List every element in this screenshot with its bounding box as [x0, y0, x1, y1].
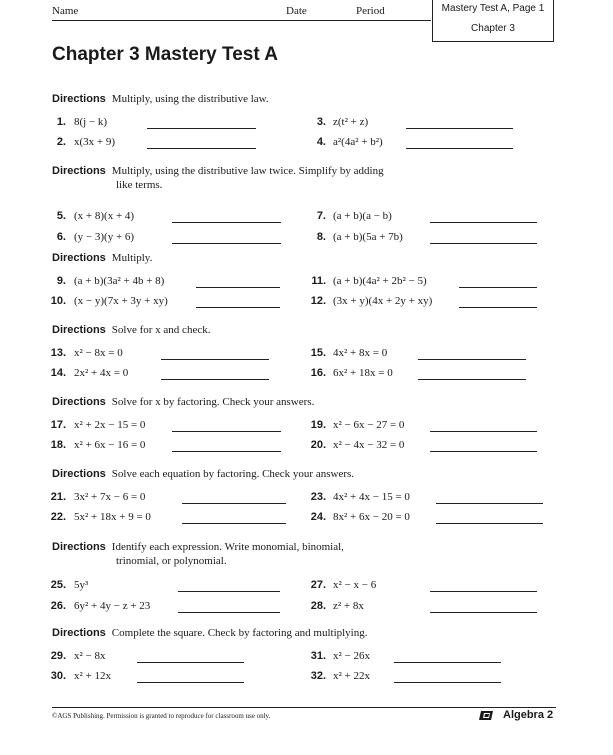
copyright-note: ©AGS Publishing. Permission is granted to reproduce for classroom use only. [52, 712, 271, 720]
problem-number: 14. [50, 367, 66, 379]
directions-text: Solve for x and check. [111, 324, 211, 336]
problem-number: 19. [310, 419, 326, 431]
problem-expression: a²(4a² + b²) [333, 136, 383, 148]
name-label: Name [52, 5, 79, 17]
answer-blank[interactable] [172, 243, 281, 244]
problem-number: 2. [56, 136, 66, 148]
answer-blank[interactable] [172, 451, 281, 452]
problem-number: 31. [310, 650, 326, 662]
problem-expression: (x − y)(7x + 3y + xy) [74, 295, 168, 307]
directions-5 [52, 395, 314, 409]
directions-text-cont: like terms. [116, 179, 163, 191]
problem-expression: x² − 6x − 27 = 0 [333, 419, 405, 431]
problem-expression: 8(j − k) [74, 116, 108, 128]
problem-expression: z(t² + z) [333, 116, 369, 128]
answer-blank[interactable] [172, 431, 281, 432]
problem-number: 30. [50, 670, 66, 682]
problem-expression: x² + 6x − 16 = 0 [74, 439, 146, 451]
directions-word: Directions [52, 165, 106, 177]
answer-blank[interactable] [436, 503, 543, 504]
directions-word: Directions [52, 627, 106, 639]
period-label: Period [356, 5, 385, 17]
answer-blank[interactable] [430, 243, 537, 244]
problem-number: 13. [50, 347, 66, 359]
problem-number: 8. [316, 231, 326, 243]
answer-blank[interactable] [459, 287, 537, 288]
problem-number: 16. [310, 367, 326, 379]
directions-2 [52, 164, 384, 178]
answer-blank[interactable] [147, 128, 256, 129]
problem-number: 26. [50, 600, 66, 612]
problem-expression: x² + 22x [333, 670, 371, 682]
problem-number: 10. [50, 295, 66, 307]
answer-blank[interactable] [182, 503, 286, 504]
problem-number: 5. [56, 210, 66, 222]
problem-number: 9. [56, 275, 66, 287]
directions-word: Directions [52, 541, 106, 553]
problem-expression: (x + 8)(x + 4) [74, 210, 135, 222]
problem-expression: z² + 8x [333, 600, 364, 612]
directions-word: Directions [52, 252, 106, 264]
problem-expression: (a + b)(a − b) [333, 210, 392, 222]
directions-text: Solve each equation by factoring. Check your answers. [111, 468, 355, 480]
problem-number: 32. [310, 670, 326, 682]
problem-number: 21. [50, 491, 66, 503]
problem-expression: x² − 8x = 0 [74, 347, 123, 359]
answer-blank[interactable] [430, 222, 537, 223]
problem-number: 7. [316, 210, 326, 222]
directions-text: Multiply. [111, 252, 153, 264]
answer-blank[interactable] [137, 682, 244, 683]
answer-blank[interactable] [436, 523, 543, 524]
problem-number: 4. [316, 136, 326, 148]
directions-7 [52, 540, 344, 554]
directions-6 [52, 467, 354, 481]
problem-number: 22. [50, 511, 66, 523]
footer-rule [52, 707, 556, 708]
directions-1 [52, 92, 269, 106]
problem-expression: 6x² + 18x = 0 [333, 367, 393, 379]
directions-word: Directions [52, 324, 106, 336]
problem-number: 12. [310, 295, 326, 307]
answer-blank[interactable] [459, 307, 537, 308]
problem-number: 1. [56, 116, 66, 128]
problem-number: 6. [56, 231, 66, 243]
directions-3 [52, 251, 152, 265]
directions-word: Directions [52, 93, 106, 105]
problem-expression: (3x + y)(4x + 2y + xy) [333, 295, 433, 307]
answer-blank[interactable] [147, 148, 256, 149]
answer-blank[interactable] [418, 359, 526, 360]
directions-word: Directions [52, 468, 106, 480]
date-label: Date [286, 5, 307, 17]
course-name: Algebra 2 [503, 709, 554, 721]
problem-number: 27. [310, 579, 326, 591]
problem-expression: 4x² + 4x − 15 = 0 [333, 491, 410, 503]
directions-text: Multiply, using the distributive law twice. Simplify by adding [111, 165, 384, 177]
answer-blank[interactable] [196, 287, 280, 288]
directions-text-cont: trinomial, or polynomial. [116, 555, 227, 567]
problem-number: 29. [50, 650, 66, 662]
header-rule [52, 20, 431, 21]
directions-8 [52, 626, 368, 640]
problem-number: 24. [310, 511, 326, 523]
answer-blank[interactable] [430, 591, 537, 592]
directions-text: Multiply, using the distributive law. [111, 93, 269, 105]
problem-number: 28. [310, 600, 326, 612]
answer-blank[interactable] [137, 662, 244, 663]
problem-expression: (a + b)(3a² + 4b + 8) [74, 275, 165, 287]
problem-expression: 8x² + 6x − 20 = 0 [333, 511, 410, 523]
answer-blank[interactable] [196, 307, 280, 308]
problem-expression: 3x² + 7x − 6 = 0 [74, 491, 146, 503]
answer-blank[interactable] [418, 379, 526, 380]
directions-text: Identify each expression. Write monomial, binomial, [111, 541, 344, 553]
answer-blank[interactable] [172, 222, 281, 223]
answer-blank[interactable] [161, 379, 269, 380]
directions-text: Complete the square. Check by factoring and multiplying. [111, 627, 368, 639]
chapter-label: Chapter 3 [471, 23, 515, 34]
problem-expression: (a + b)(5a + 7b) [333, 231, 403, 243]
problem-number: 25. [50, 579, 66, 591]
answer-blank[interactable] [430, 612, 537, 613]
answer-blank[interactable] [406, 148, 513, 149]
problem-expression: 2x² + 4x = 0 [74, 367, 129, 379]
problem-expression: 4x² + 8x = 0 [333, 347, 388, 359]
directions-text: Solve for x by factoring. Check your answers. [111, 396, 315, 408]
test-label: Mastery Test A, Page 1 [441, 3, 545, 14]
problem-expression: x(3x + 9) [74, 136, 116, 148]
answer-blank[interactable] [406, 128, 513, 129]
chapter-label-box [432, 19, 554, 42]
ags-logo-icon [479, 710, 495, 721]
problem-expression: 5x² + 18x + 9 = 0 [74, 511, 151, 523]
problem-number: 11. [311, 275, 326, 287]
problem-expression: x² − 4x − 32 = 0 [333, 439, 405, 451]
problem-expression: x² − x − 6 [333, 579, 377, 591]
problem-number: 23. [310, 491, 326, 503]
problem-expression: (y − 3)(y + 6) [74, 231, 135, 243]
answer-blank[interactable] [430, 451, 537, 452]
directions-4 [52, 323, 210, 337]
problem-expression: (a + b)(4a² + 2b² − 5) [333, 275, 427, 287]
problem-expression: x² + 12x [74, 670, 112, 682]
problem-expression: x² − 8x [74, 650, 106, 662]
answer-blank[interactable] [430, 431, 537, 432]
problem-number: 3. [316, 116, 326, 128]
answer-blank[interactable] [178, 612, 280, 613]
answer-blank[interactable] [178, 591, 280, 592]
test-label-box [432, 0, 554, 20]
directions-word: Directions [52, 396, 106, 408]
answer-blank[interactable] [161, 359, 269, 360]
page-title: Chapter 3 Mastery Test A [52, 44, 278, 65]
problem-expression: 5y³ [74, 579, 89, 591]
answer-blank[interactable] [394, 662, 501, 663]
problem-expression: x² − 26x [333, 650, 371, 662]
problem-number: 20. [310, 439, 326, 451]
problem-number: 18. [50, 439, 66, 451]
problem-number: 17. [50, 419, 66, 431]
answer-blank[interactable] [182, 523, 286, 524]
answer-blank[interactable] [394, 682, 501, 683]
problem-number: 15. [310, 347, 326, 359]
problem-expression: 6y² + 4y − z + 23 [74, 600, 151, 612]
problem-expression: x² + 2x − 15 = 0 [74, 419, 146, 431]
